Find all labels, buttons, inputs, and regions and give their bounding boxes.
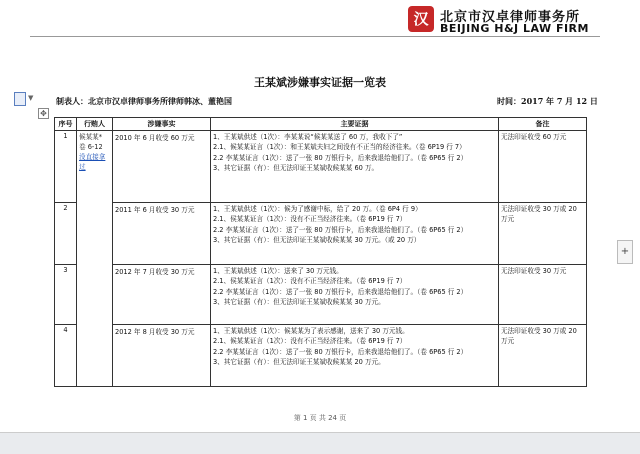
fact-cell: 2011 年 6 月收受 30 万元: [113, 203, 211, 265]
firm-name-cn: 北京市汉卓律师事务所: [440, 10, 581, 25]
row-number: 3: [55, 265, 77, 325]
evidence-line: 2.2 李某某证言（1次）：送了一张 80 万银行卡，后来我退给他们了。（卷 6P65 行 2）: [213, 287, 468, 296]
compiler-label: 制表人：北京市汉卓律师事务所律师韩冰、董艳国: [56, 96, 232, 106]
header-evidence: 主要证据: [211, 118, 499, 131]
row-number: 4: [55, 325, 77, 387]
evidence-line: 2.2 李某某证言（1次）：送了一张 80 万银行卡，后来我退给他们了。（卷 6P65 行 2）: [213, 347, 468, 356]
firm-logo-icon: [408, 6, 434, 54]
evidence-line: 3、其它证据（有）：但无法印证王某斌收候某某 30 万元。（或 20 万）: [213, 236, 421, 245]
evidence-line: 2.1、候某某证言（1次）：和王某斌夫妇之间没有不正当的经济往来。（卷 6P19 行 7）: [213, 143, 466, 152]
fact-cell: 2012 年 7 月收受 30 万元: [113, 265, 211, 325]
evidence-cell: [211, 131, 499, 203]
note-cell: 无法印证收受 60 万元: [499, 131, 587, 203]
header-fact: 涉嫌事实: [113, 118, 211, 131]
fact-cell: 2010 年 6 月收受 60 万元: [113, 131, 211, 203]
evidence-cell: [211, 203, 499, 265]
evidence-line: 1、王某斌供述（1次）：候某某为了表示感谢，送来了 30 万元钱。: [213, 327, 409, 335]
table-move-handle-icon[interactable]: ✥: [38, 108, 49, 119]
header-note: 备注: [499, 118, 587, 131]
evidence-table: [54, 117, 587, 387]
header-divider: [30, 36, 600, 37]
briber-link[interactable]: 没直接拿过: [79, 153, 106, 171]
evidence-line: 3、其它证据（有）：但无法印证王某斌收候某某 60 万。: [213, 164, 379, 173]
evidence-line: 2.1、侯某某证言（1次）：没有不正当经济往来。（卷 6P19 行 7）: [213, 215, 407, 224]
note-cell: 无法印证收受 30 万或 20 万元: [499, 325, 587, 387]
evidence-cell: [211, 265, 499, 325]
evidence-line: 3、其它证据（有）：但无法印证王某斌收候某某 20 万元。: [213, 358, 385, 367]
table-row: [55, 325, 587, 387]
add-icon[interactable]: +: [617, 240, 633, 264]
briber-ref: 卷 6-12: [79, 143, 103, 151]
evidence-line: 1、王某斌供述（1次）：李某某说“候某某送了 60 万，我收下了”: [213, 133, 403, 141]
evidence-line: 2.2 李某某证言（1次）：送了一张 80 万银行卡，后来我退给他们了。（卷 6P65 行 2）: [213, 225, 468, 234]
page-number: 第 1 页 共 24 页: [293, 414, 347, 422]
logo-text: 汉卓: [413, 10, 429, 54]
header-no: 序号: [55, 118, 77, 131]
evidence-line: 2.1、侯某某证言（1次）：没有不正当经济往来。（卷 6P19 行 7）: [213, 277, 407, 286]
firm-name-en: BEIJING H&J LAW FIRM: [440, 22, 589, 35]
evidence-line: 2.1、候某某证言（1次）：没有不正当经济往来。（卷 6P19 行 7）: [213, 337, 407, 346]
evidence-line: 1、王某斌供述（1次）：候为了感谢中标，给了 20 万。（卷 6P4 行 9）: [213, 205, 422, 213]
table-row: [55, 265, 587, 325]
note-cell: 无法印证收受 30 万或 20 万元: [499, 203, 587, 265]
page-gap: [0, 432, 640, 454]
evidence-line: 1、王某斌供述（1次）：送来了 30 万元钱。: [213, 267, 343, 275]
row-number: 2: [55, 203, 77, 265]
fact-cell: 2012 年 8 月收受 30 万元: [113, 325, 211, 387]
table-row: [55, 203, 587, 265]
evidence-line: 3、其它证据（有）：但无法印证王某斌收候某某 30 万元。: [213, 298, 385, 307]
date-label: 时间：2017 年 7 月 12 日: [497, 96, 598, 106]
document-icon[interactable]: [14, 92, 26, 106]
table-header-row: [55, 118, 587, 131]
note-cell: 无法印证收受 30 万元: [499, 265, 587, 325]
chevron-down-icon[interactable]: ▼: [28, 94, 34, 102]
table-row: [55, 131, 587, 203]
row-number: 1: [55, 131, 77, 203]
header-briber: 行贿人: [77, 118, 113, 131]
evidence-cell: [211, 325, 499, 387]
briber-name: 候某某*: [79, 133, 103, 141]
briber-cell: [77, 131, 113, 387]
document-title: 王某斌涉嫌事实证据一览表: [254, 76, 386, 89]
evidence-line: 2.2 李某某证言（1次）：送了一张 80 万银行卡，后来我退给他们了。（卷 6P65 行 2）: [213, 153, 468, 162]
